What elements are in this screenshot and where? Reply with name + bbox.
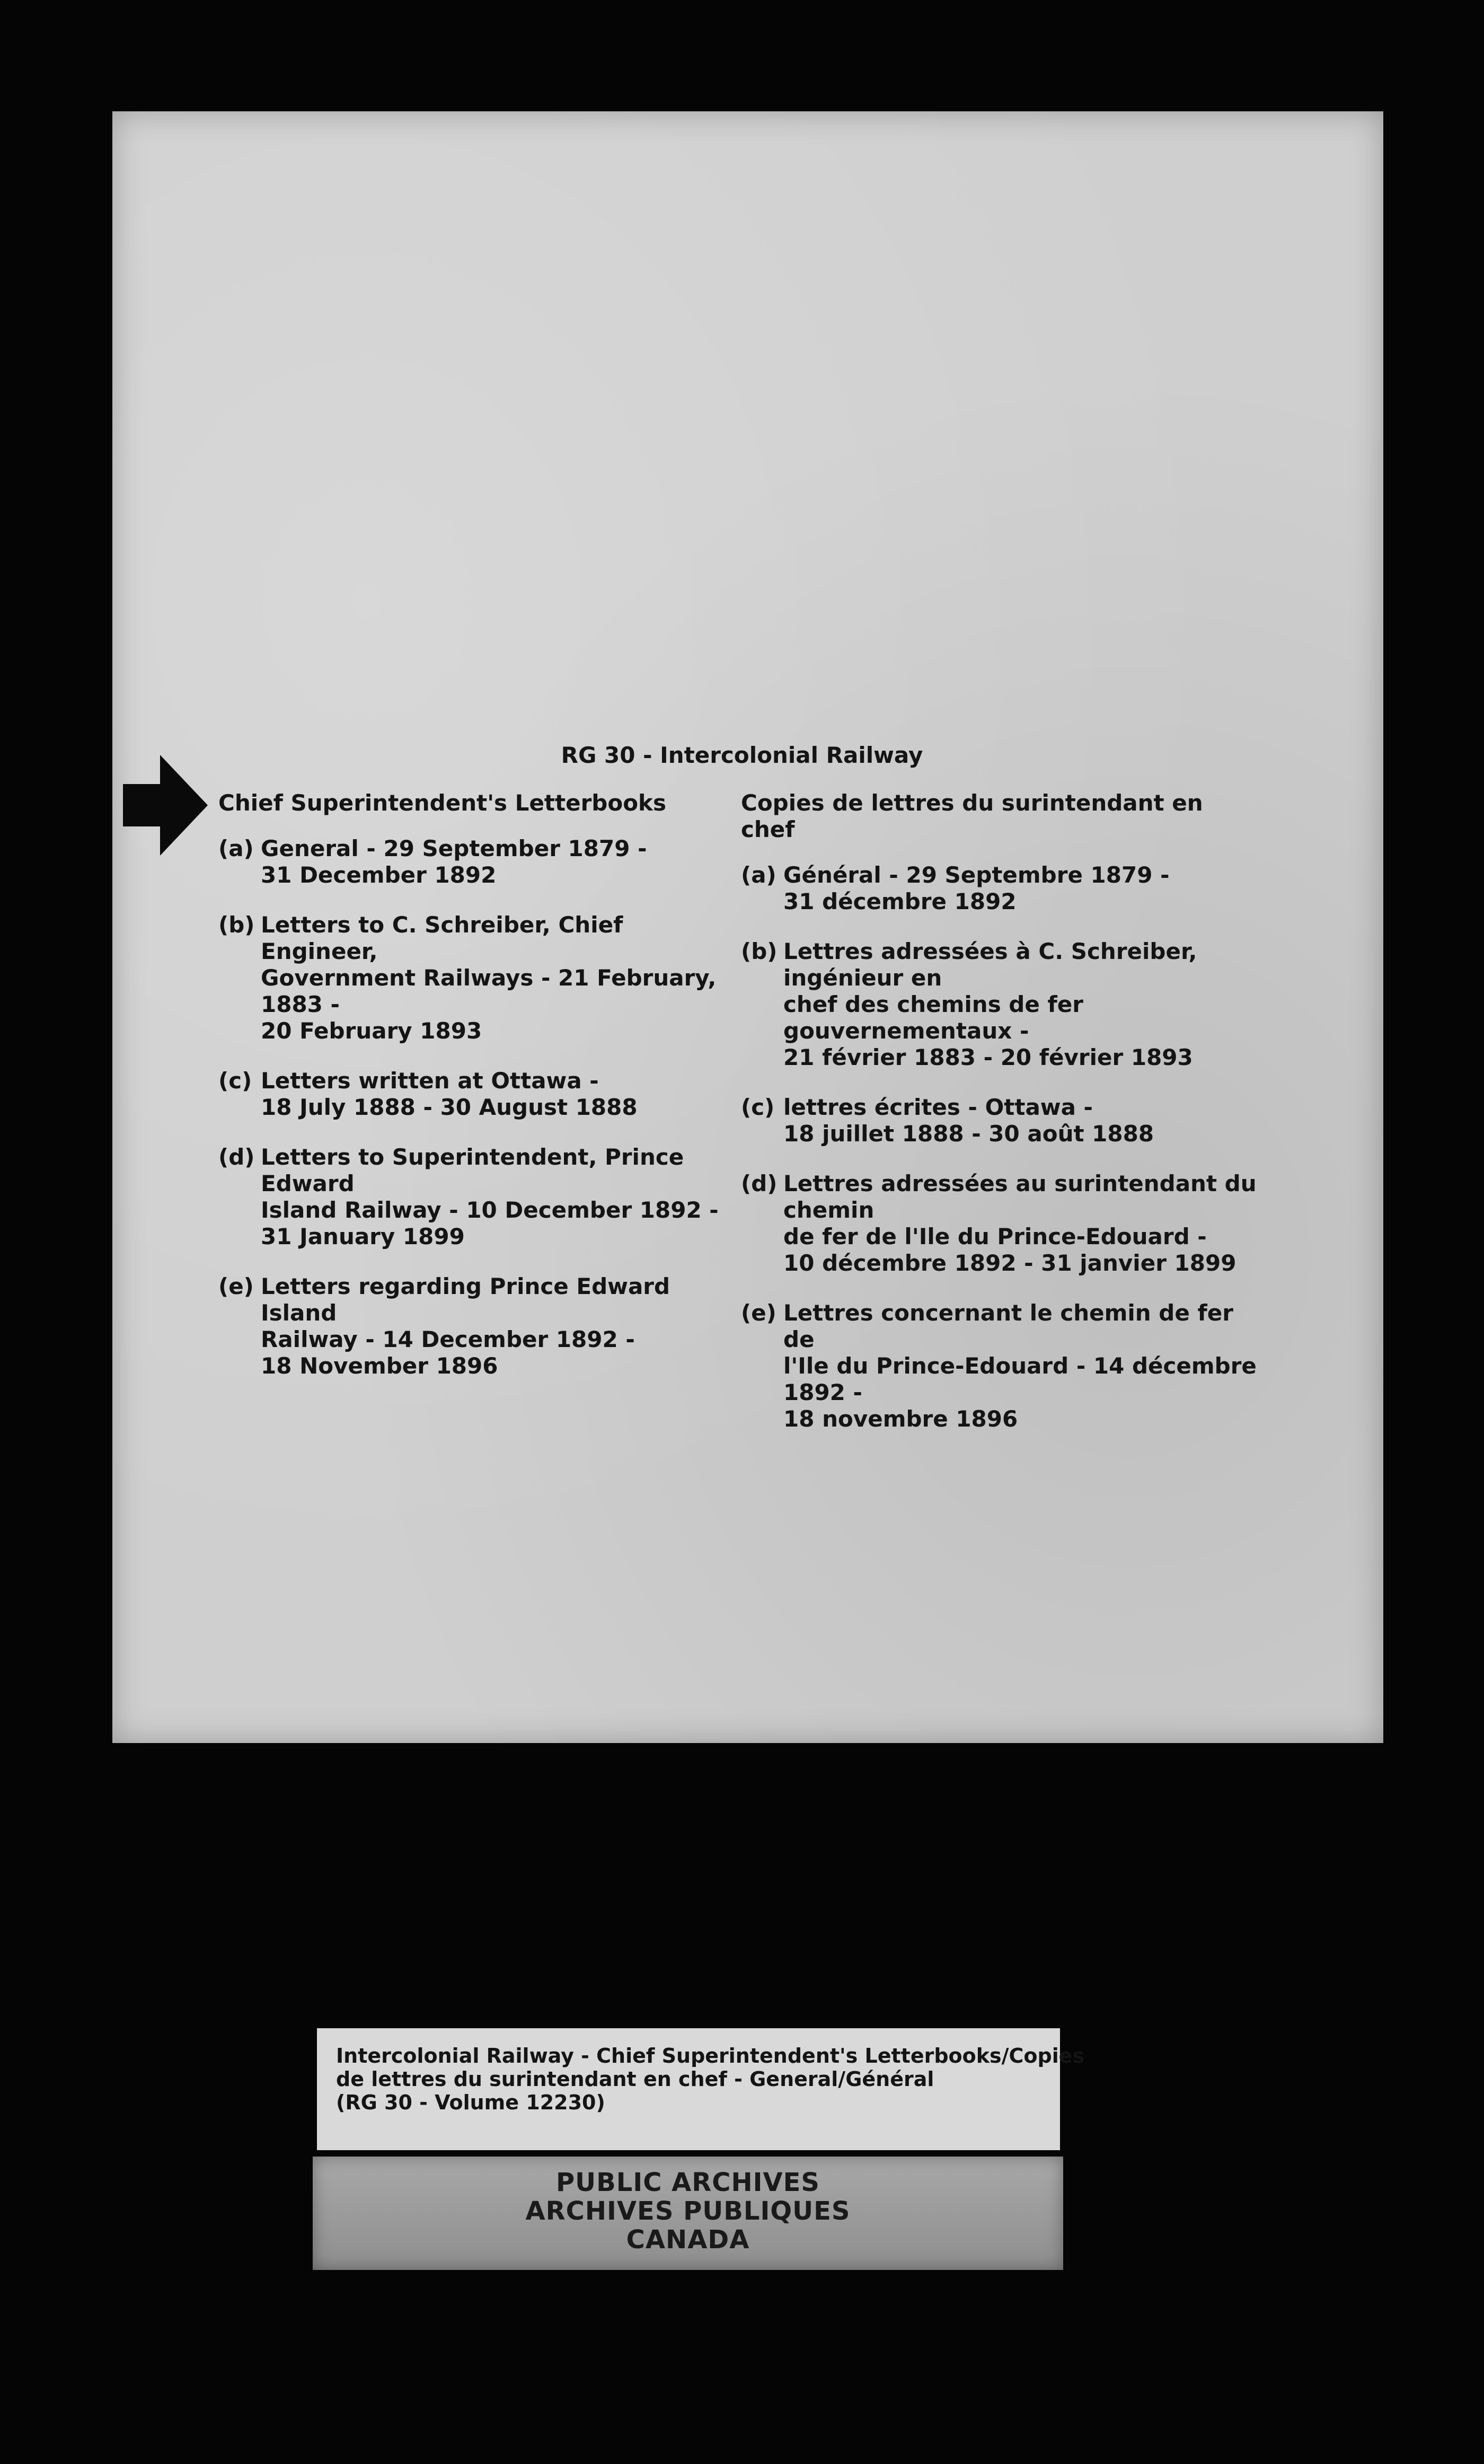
label-line: de lettres du surintendant en chef - General/Général (336, 2067, 934, 2091)
item-marker: (d) (218, 1144, 255, 1170)
item-text: Letters regarding Prince Edward Island Railway - 14 December 1892 - 18 November 1896 (261, 1273, 670, 1379)
list-item (741, 862, 1260, 915)
list-item (741, 938, 1260, 1071)
item-marker: (e) (741, 1300, 776, 1326)
item-marker: (c) (218, 1068, 252, 1094)
item-marker: (e) (218, 1273, 254, 1299)
english-column (218, 790, 738, 1403)
list-item (218, 835, 738, 888)
item-text: Letters to Superintendent, Prince Edward Island Railway - 10 December 1892 - 31 January 1899 (261, 1144, 719, 1249)
item-text: Letters to C. Schreiber, Chief Engineer, Government Railways - 21 February, 1883 - 20 February 1893 (261, 912, 717, 1044)
stamp-line: CANADA (626, 2225, 750, 2255)
list-item (741, 1171, 1260, 1277)
list-item (218, 1068, 738, 1121)
english-column-title: Chief Superintendent's Letterbooks (218, 790, 666, 816)
item-text: Lettres adressées au surintendant du chemin de fer de l'Ile du Prince-Edouard - 10 décembre 1892 - 31 janvier 1899 (783, 1171, 1257, 1276)
list-item (741, 1300, 1260, 1432)
label-line: (RG 30 - Volume 12230) (336, 2091, 605, 2114)
arrow-right-icon (123, 755, 208, 856)
item-text: Lettres adressées à C. Schreiber, ingénieur en chef des chemins de fer gouvernementaux - 21 février 1883 - 20 février 1893 (783, 938, 1197, 1070)
stamp-line: PUBLIC ARCHIVES (556, 2168, 820, 2197)
item-text: Lettres concernant le chemin de fer de l'Ile du Prince-Edouard - 14 décembre 1892 - 18 novembre 1896 (783, 1300, 1257, 1432)
document-heading: RG 30 - Intercolonial Railway (561, 742, 923, 768)
item-text: Letters written at Ottawa - 18 July 1888 - 30 August 1888 (261, 1068, 638, 1120)
list-item (218, 1144, 738, 1250)
item-text: General - 29 September 1879 - 31 December 1892 (261, 835, 647, 888)
archive-label (317, 2028, 1085, 2150)
item-text: lettres écrites - Ottawa - 18 juillet 1888 - 30 août 1888 (783, 1094, 1154, 1147)
item-text: Général - 29 Septembre 1879 - 31 décembre 1892 (783, 862, 1170, 914)
stamp-line: ARCHIVES PUBLIQUES (525, 2196, 851, 2226)
item-marker: (a) (741, 862, 776, 888)
item-marker: (a) (218, 835, 254, 861)
archives-stamp (313, 2157, 1063, 2270)
item-marker: (b) (741, 938, 778, 964)
label-line: Intercolonial Railway - Chief Superintendent's Letterbooks/Copies (336, 2044, 1085, 2067)
item-marker: (c) (741, 1094, 775, 1120)
french-column-title: Copies de lettres du surintendant en chef (741, 790, 1203, 842)
list-item (741, 1094, 1260, 1147)
item-marker: (d) (741, 1171, 778, 1196)
list-item (218, 1273, 738, 1379)
french-column (741, 790, 1260, 1456)
list-item (218, 912, 738, 1044)
item-marker: (b) (218, 912, 255, 938)
